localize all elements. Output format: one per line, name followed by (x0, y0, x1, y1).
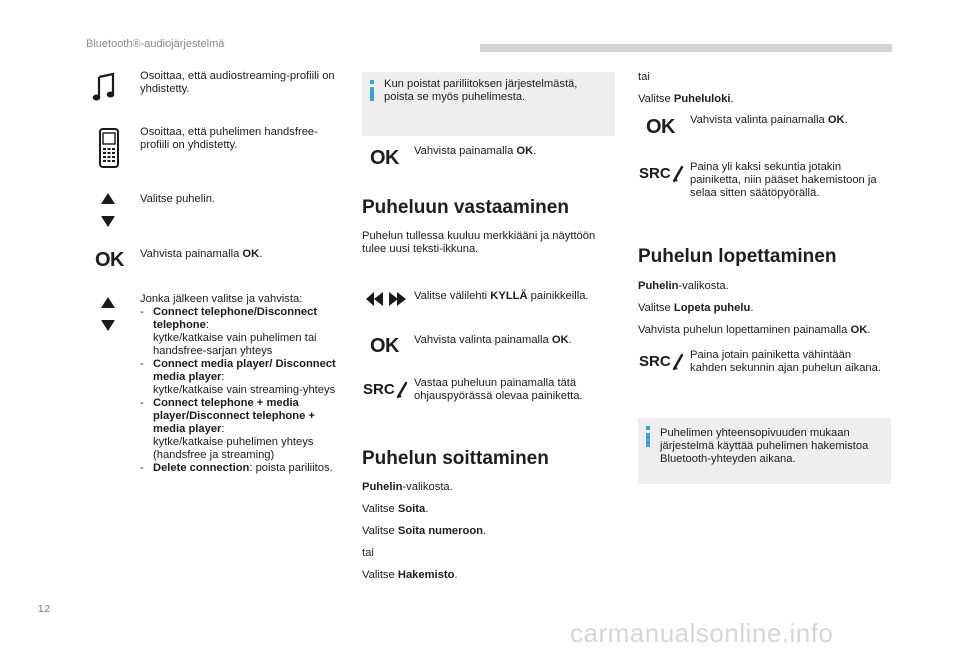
ok-button-icon: OK (370, 147, 399, 169)
handsfree-profile-text: Osoittaa, että puhelimen handsfree-profiili on yhdistetty. (140, 126, 318, 151)
info-box (638, 418, 891, 484)
answer-wheel-text: Vastaa puheluun painamalla tätä ohjauspyörässä olevaa painiketta. (414, 377, 583, 402)
ok-button-icon: OK (95, 249, 124, 271)
info-icon (646, 426, 650, 447)
end-menu-text: Puhelin-valikosta. (638, 280, 729, 292)
answer-intro-text: Puhelun tullessa kuuluu merkkiääni ja näyttöön tulee uusi teksti-ikkuna. (362, 230, 596, 255)
svg-text:SRC: SRC (639, 353, 671, 370)
select-soita-numeroon-text: Valitse Soita numeroon. (362, 525, 487, 537)
select-tab-text: Valitse välilehti KYLLÄ painikkeilla. (414, 290, 589, 302)
ok-button-icon: OK (370, 335, 399, 357)
long-press-text: Paina yli kaksi sekuntia jotakin painiketta, niin pääset hakemistoon ja selaa sitten säätöpyörällä. (690, 161, 877, 199)
src-phone-button-icon (363, 378, 409, 405)
end-confirm-text: Vahvista puhelun lopettaminen painamalla OK. (638, 324, 871, 336)
confirm-ok-text: Vahvista painamalla OK. (140, 248, 263, 260)
select-puheluloki-text: Valitse Puheluloki. (638, 93, 734, 105)
option-item: - Connect telephone + media player/Disconnect telephone + media player: kytke/katkaise puhelimen yhteys (handsfree ja streaming) (140, 397, 340, 462)
up-down-arrows-icon (100, 192, 116, 233)
option-item: - Connect telephone/Disconnect telephone: kytke/katkaise vain puhelimen tai handsfree-sarjan yhteys (140, 306, 340, 358)
select-phone-text: Valitse puhelin. (140, 193, 216, 205)
info-icon (370, 80, 374, 101)
section-heading-end: Puhelun lopettaminen (638, 246, 837, 267)
select-lopeta-text: Valitse Lopeta puhelu. (638, 302, 754, 314)
select-hakemisto-text: Valitse Hakemisto. (362, 569, 458, 581)
header-rule (480, 44, 892, 52)
info-text: Puhelimen yhteensopivuuden mukaan järjestelmä käyttää puhelimen hakemistoa Bluetooth-yhteyden aikana. (660, 427, 869, 465)
ok-button-icon: OK (646, 116, 675, 138)
svg-text:SRC: SRC (363, 381, 395, 398)
running-header: Bluetooth®-audiojärjestelmä (86, 38, 225, 50)
or-text: tai (362, 547, 374, 559)
option-item: - Connect media player/ Disconnect media player: kytke/katkaise vain streaming-yhteys (140, 358, 340, 397)
connection-options: Jonka jälkeen valitse ja vahvista: - Connect telephone/Disconnect telephone: kytke/katkaise vain puhelimen tai handsfree-sarjan yhteys - Connect media player/ Disconnect media player: kytke/katkaise vain streaming-yhteys - Connect telephone + media player/Disconnect telephone + media player: kytke/katkaise puhelimen yhteys (handsfree ja streaming) - Delete connection: poista pariliitos. (140, 293, 340, 475)
or-text: tai (638, 71, 650, 83)
confirm-ok-text: Vahvista painamalla OK. (414, 145, 537, 157)
src-phone-button-icon (639, 162, 685, 189)
music-note-icon (92, 72, 118, 107)
confirm-selection-text: Vahvista valinta painamalla OK. (690, 114, 848, 126)
section-heading-call: Puhelun soittaminen (362, 448, 549, 469)
src-phone-button-icon (639, 350, 685, 377)
mobile-phone-icon (98, 128, 120, 173)
section-heading-answer: Puheluun vastaaminen (362, 197, 569, 218)
call-menu-text: Puhelin-valikosta. (362, 481, 453, 493)
info-box (362, 72, 615, 136)
watermark: carmanualsonline.info (570, 618, 834, 648)
select-soita-text: Valitse Soita. (362, 503, 429, 515)
page-number: 12 (38, 604, 52, 615)
svg-text:SRC: SRC (639, 165, 671, 182)
option-item: - Delete connection: poista pariliitos. (140, 462, 340, 475)
streaming-profile-text: Osoittaa, että audiostreaming-profiili on yhdistetty. (140, 70, 335, 95)
confirm-selection-text: Vahvista valinta painamalla OK. (414, 334, 572, 346)
end-press-text: Paina jotain painiketta vähintään kahden sekunnin ajan puhelun aikana. (690, 349, 881, 374)
left-right-arrows-icon (365, 291, 407, 312)
up-down-arrows-icon (100, 296, 116, 337)
info-text: Kun poistat pariliitoksen järjestelmästä, poista se myös puhelimesta. (384, 78, 578, 103)
